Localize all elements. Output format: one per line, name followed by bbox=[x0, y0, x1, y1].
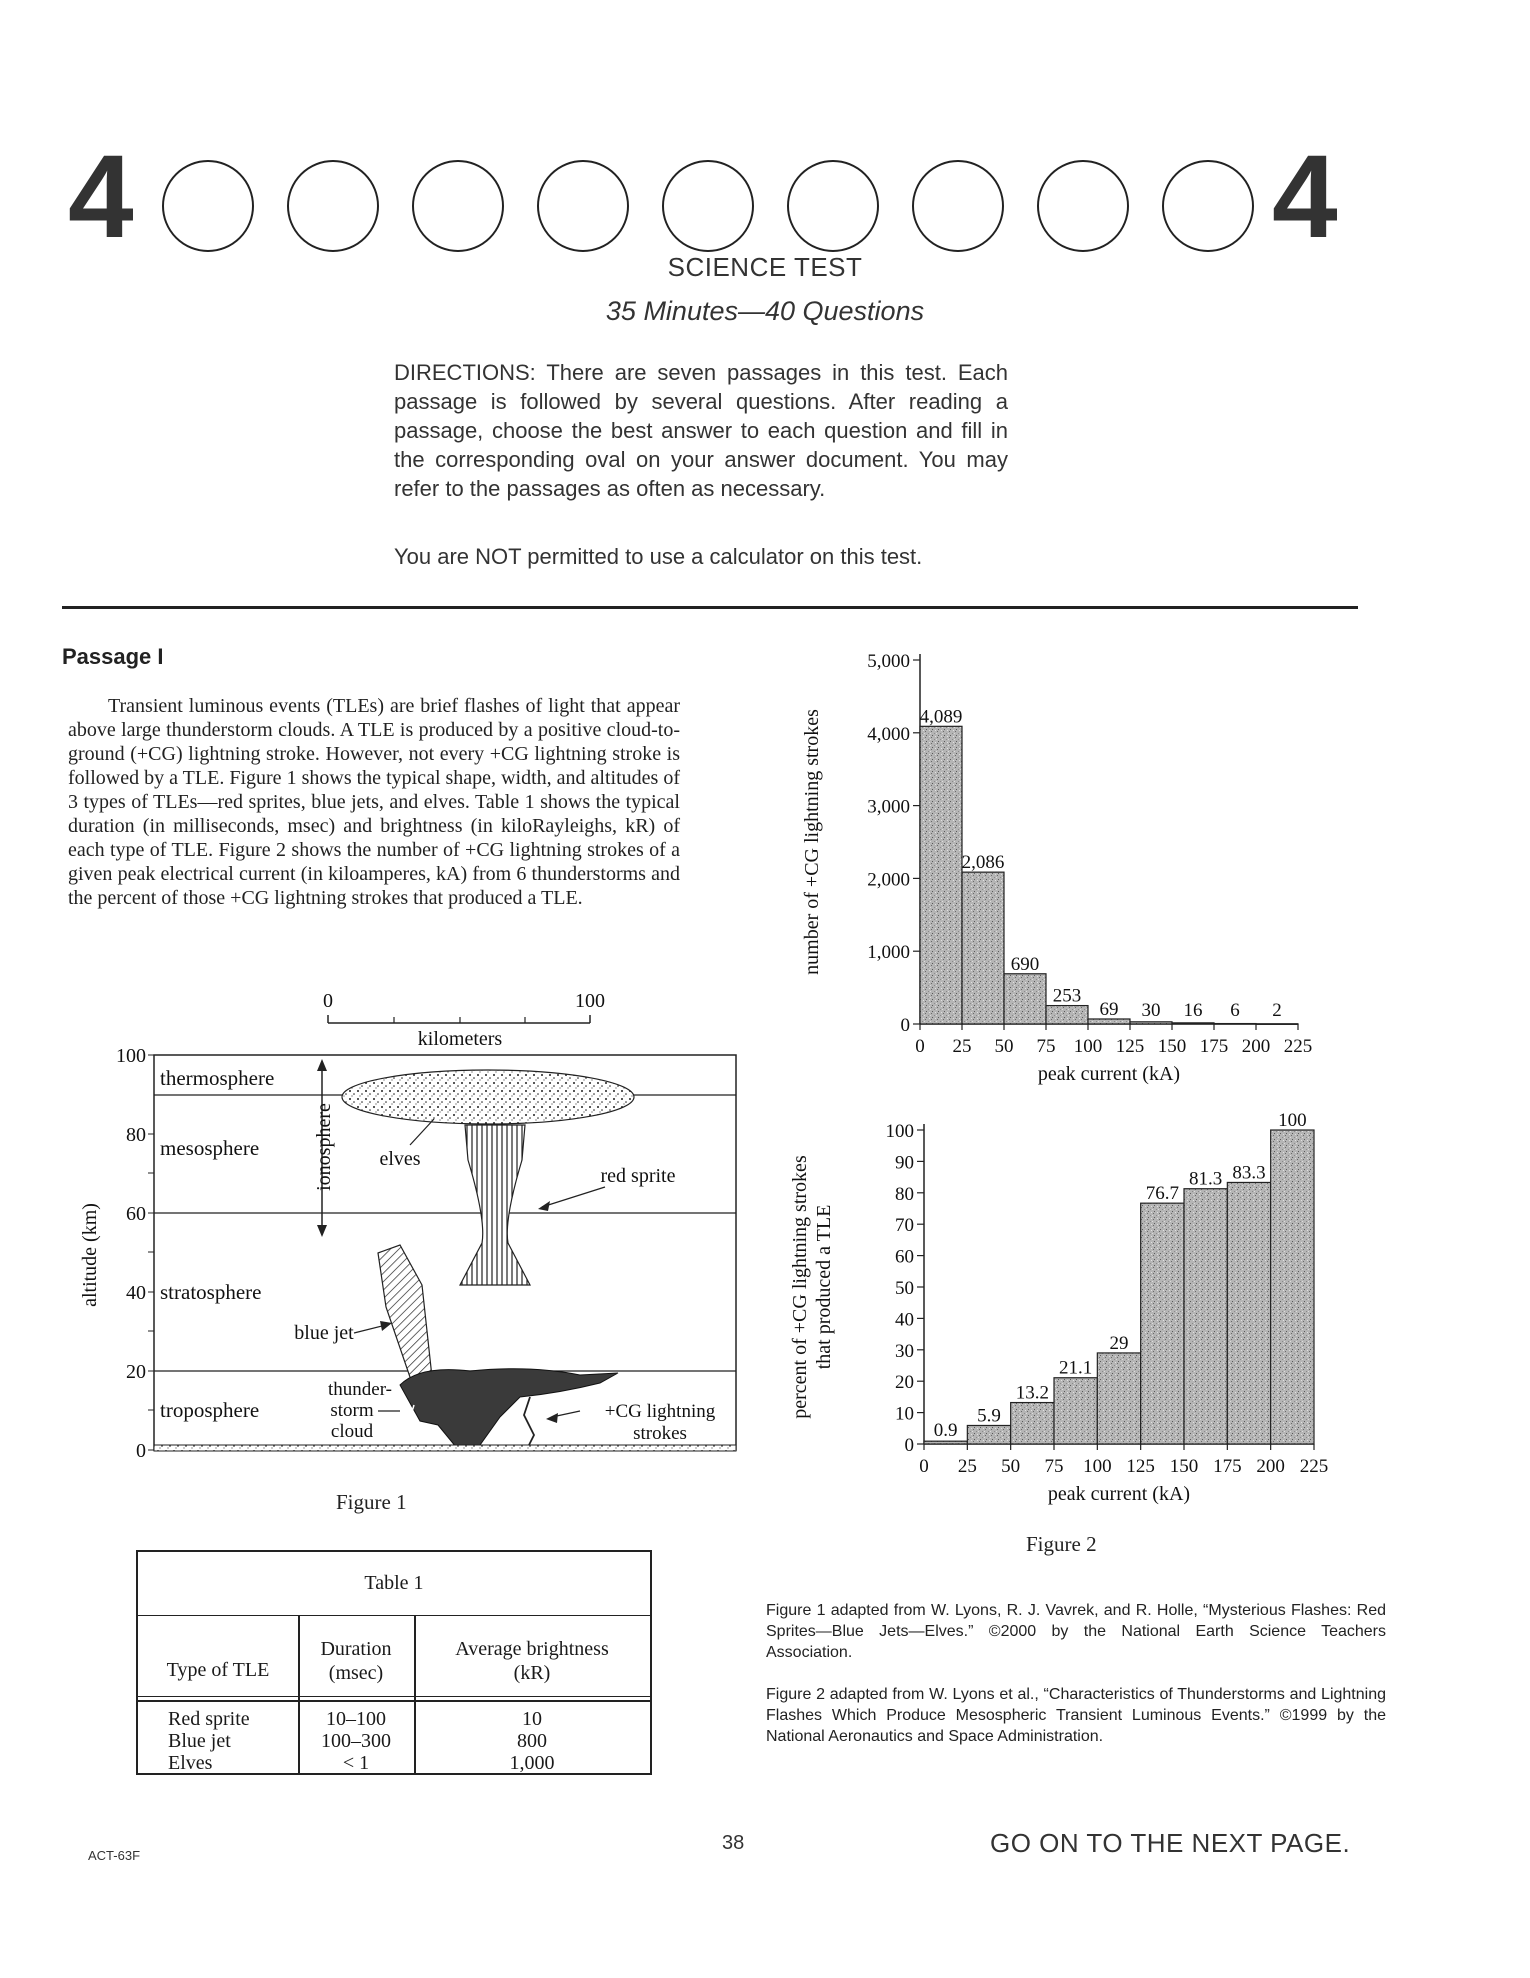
passage-title: Passage I bbox=[62, 644, 164, 669]
y-tick-label: 2,000 bbox=[867, 869, 910, 891]
y-tick-label: 100 bbox=[885, 1121, 914, 1142]
table-header-duration-line1: Duration bbox=[320, 1638, 392, 1660]
layer-mesosphere: mesosphere bbox=[160, 1136, 260, 1160]
y-tick-label: 70 bbox=[895, 1215, 914, 1237]
bar-value-label: 5.9 bbox=[977, 1405, 1001, 1427]
bar-value-label: 83.3 bbox=[1232, 1162, 1266, 1184]
directions-label: DIRECTIONS: bbox=[394, 360, 536, 385]
elves-label: elves bbox=[379, 1148, 421, 1170]
bar-value-label: 2 bbox=[1272, 1000, 1282, 1021]
x-tick-label: 150 bbox=[1169, 1456, 1199, 1477]
x-tick-label: 225 bbox=[1299, 1456, 1329, 1477]
bar-value-label: 13.2 bbox=[1015, 1382, 1049, 1404]
y-tick-80: 80 bbox=[126, 1124, 146, 1146]
answer-oval bbox=[912, 160, 1004, 252]
bar bbox=[1172, 1023, 1214, 1024]
bar bbox=[1214, 1024, 1256, 1025]
x-tick-label: 200 bbox=[1241, 1036, 1271, 1057]
y-axis-label-line2: that produced a TLE bbox=[813, 1204, 835, 1370]
figure-1-caption: Figure 1 bbox=[336, 1490, 407, 1514]
bar bbox=[1256, 1024, 1298, 1025]
x-tick-label: 25 bbox=[952, 1036, 972, 1057]
y-tick-label: 50 bbox=[895, 1278, 914, 1299]
answer-oval bbox=[412, 160, 504, 252]
bar bbox=[1141, 1203, 1184, 1444]
bar-value-label: 81.3 bbox=[1189, 1168, 1223, 1190]
y-tick-100: 100 bbox=[116, 1045, 146, 1067]
answer-oval bbox=[162, 160, 254, 252]
x-tick-label: 150 bbox=[1157, 1036, 1187, 1057]
y-tick-label: 40 bbox=[895, 1309, 914, 1331]
figure-2-credit: Figure 2 adapted from W. Lyons et al., “Characteristics of Thunderstorms and Lightning Flashes Which Produce Mesospheric Transient Luminous Events.” ©1999 by the National Aeronautics and Space Administration. bbox=[766, 1686, 1386, 1745]
table-header-duration bbox=[298, 1615, 414, 1697]
figure-2-count-chart bbox=[780, 640, 1340, 1100]
bar bbox=[920, 726, 962, 1024]
bar-value-label: 690 bbox=[1010, 953, 1040, 975]
table-header-type: Type of TLE bbox=[138, 1615, 298, 1697]
table-cell-type: Red sprite bbox=[168, 1708, 250, 1730]
bar bbox=[962, 872, 1004, 1024]
table-header-duration-line2: (msec) bbox=[328, 1662, 384, 1684]
table-cell-type: Elves bbox=[168, 1752, 213, 1774]
y-tick-label: 10 bbox=[895, 1403, 914, 1425]
x-tick-label: 25 bbox=[957, 1456, 977, 1477]
form-code: ACT-63F bbox=[88, 1848, 141, 1863]
table-cell-brightness: 1,000 bbox=[509, 1752, 555, 1774]
y-axis-label: altitude (km) bbox=[79, 1203, 101, 1307]
figure-1-diagram bbox=[60, 985, 716, 1465]
bar bbox=[1130, 1022, 1172, 1024]
table-header-brightness-line1: Average brightness bbox=[455, 1638, 609, 1660]
figure-1-credit: Figure 1 adapted from W. Lyons, R. J. Vavrek, and R. Holle, “Mysterious Flashes: Red Sprites—Blue Jets—Elves.” ©2000 by the National Earth Science Teachers Association. bbox=[766, 1602, 1386, 1661]
x-tick-label: 100 bbox=[1083, 1456, 1112, 1477]
bar bbox=[1227, 1182, 1270, 1444]
bar-value-label: 16 bbox=[1183, 1000, 1203, 1021]
ground-strip bbox=[154, 1445, 736, 1451]
answer-oval bbox=[537, 160, 629, 252]
red-sprite-label: red sprite bbox=[600, 1165, 676, 1187]
bar bbox=[924, 1441, 967, 1444]
section-divider bbox=[62, 606, 1358, 609]
x-tick-label: 0 bbox=[915, 1036, 925, 1057]
answer-oval bbox=[1037, 160, 1129, 252]
thunderstorm-cloud-shape bbox=[400, 1369, 618, 1447]
table-cell-duration: 10–100 bbox=[326, 1708, 386, 1730]
table-cell-brightness: 800 bbox=[517, 1730, 547, 1752]
y-tick-label: 80 bbox=[895, 1183, 914, 1205]
y-tick-20: 20 bbox=[126, 1361, 146, 1383]
y-tick-label: 20 bbox=[895, 1372, 914, 1394]
figure-1-y-axis bbox=[79, 1045, 154, 1462]
bar-value-label: 29 bbox=[1109, 1332, 1129, 1354]
layer-thermosphere: thermosphere bbox=[160, 1066, 275, 1090]
bar-value-label: 76.7 bbox=[1145, 1183, 1179, 1205]
answer-oval bbox=[287, 160, 379, 252]
y-tick-label: 30 bbox=[895, 1340, 914, 1362]
x-tick-label: 50 bbox=[1001, 1456, 1021, 1477]
bar-value-label: 6 bbox=[1230, 1000, 1240, 1021]
bar-value-label: 30 bbox=[1141, 1000, 1161, 1021]
bar bbox=[1271, 1130, 1314, 1444]
section-number-left: 4 bbox=[68, 131, 134, 263]
x-tick-label: 225 bbox=[1283, 1036, 1313, 1057]
bar bbox=[1184, 1189, 1227, 1444]
x-tick-label: 50 bbox=[994, 1036, 1014, 1057]
red-sprite-shape bbox=[460, 1125, 530, 1285]
scale-end-label: 100 bbox=[575, 990, 605, 1012]
answer-oval bbox=[662, 160, 754, 252]
y-tick-label: 3,000 bbox=[867, 796, 910, 818]
elves-shape bbox=[342, 1070, 634, 1124]
y-axis-label-line1: percent of +CG lightning strokes bbox=[789, 1155, 811, 1419]
table-column-brightness bbox=[414, 1708, 650, 1774]
directions-text: There are seven passages in this test. Each passage is followed by several questions. After reading a passage, choose the best answer to each question and fill in the corresponding oval on your answer document. You may refer to the passages as often as necessary. bbox=[394, 360, 1008, 501]
bar-value-label: 253 bbox=[1052, 985, 1082, 1007]
y-tick-60: 60 bbox=[126, 1203, 146, 1225]
cloud-label-1: thunder- bbox=[328, 1379, 392, 1400]
x-tick-label: 75 bbox=[1044, 1456, 1064, 1477]
layer-troposphere: troposphere bbox=[160, 1398, 260, 1422]
table-1 bbox=[136, 1550, 652, 1775]
y-tick-label: 1,000 bbox=[867, 942, 910, 964]
layer-stratosphere: stratosphere bbox=[160, 1280, 262, 1304]
ionosphere-label: ionosphere bbox=[313, 1103, 335, 1191]
scale-unit-label: kilometers bbox=[417, 1028, 503, 1050]
y-tick-label: 5,000 bbox=[867, 651, 910, 672]
bar-value-label: 100 bbox=[1278, 1110, 1307, 1131]
section-number-right: 4 bbox=[1272, 131, 1338, 263]
cloud-label-2: storm bbox=[330, 1400, 374, 1421]
x-tick-label: 175 bbox=[1199, 1036, 1229, 1057]
table-row bbox=[148, 1708, 318, 1774]
bar bbox=[967, 1425, 1010, 1444]
bar bbox=[1011, 1403, 1054, 1444]
bar bbox=[1054, 1378, 1097, 1444]
y-tick-0: 0 bbox=[136, 1440, 146, 1462]
page-number: 38 bbox=[722, 1832, 745, 1854]
x-tick-label: 0 bbox=[919, 1456, 929, 1477]
x-tick-label: 200 bbox=[1256, 1456, 1285, 1477]
bar-value-label: 21.1 bbox=[1059, 1357, 1093, 1379]
bar-value-label: 69 bbox=[1099, 998, 1119, 1020]
figure-2-caption: Figure 2 bbox=[1026, 1532, 1097, 1556]
y-tick-label: 90 bbox=[895, 1152, 914, 1174]
directions bbox=[394, 358, 1008, 503]
table-cell-duration: 100–300 bbox=[321, 1730, 391, 1752]
table-column-duration bbox=[298, 1708, 414, 1774]
table-cell-duration: < 1 bbox=[342, 1752, 370, 1774]
bar bbox=[1097, 1353, 1140, 1444]
go-on-next-page: GO ON TO THE NEXT PAGE. bbox=[990, 1828, 1351, 1858]
x-tick-label: 125 bbox=[1115, 1036, 1145, 1057]
blue-jet-label: blue jet bbox=[294, 1322, 354, 1344]
scale-start-label: 0 bbox=[323, 990, 333, 1012]
x-axis-label: peak current (kA) bbox=[1047, 1483, 1191, 1505]
calculator-note: You are NOT permitted to use a calculator on this test. bbox=[394, 544, 923, 569]
x-tick-label: 125 bbox=[1126, 1456, 1155, 1477]
x-tick-label: 75 bbox=[1036, 1036, 1056, 1057]
y-tick-40: 40 bbox=[126, 1282, 146, 1304]
bar bbox=[1004, 974, 1046, 1024]
table-1-title: Table 1 bbox=[138, 1552, 650, 1616]
cg-label-1: +CG lightning bbox=[604, 1401, 716, 1422]
y-axis-label: number of +CG lightning strokes bbox=[801, 709, 823, 975]
y-tick-label: 4,000 bbox=[867, 723, 910, 745]
x-tick-label: 175 bbox=[1213, 1456, 1242, 1477]
bar-value-label: 4,089 bbox=[919, 706, 963, 728]
x-tick-label: 100 bbox=[1073, 1036, 1103, 1057]
table-header-brightness-line2: (kR) bbox=[513, 1662, 551, 1684]
table-cell-brightness: 10 bbox=[522, 1708, 542, 1730]
x-axis-label: peak current (kA) bbox=[1037, 1063, 1181, 1085]
cg-label-2: strokes bbox=[633, 1423, 687, 1444]
bar-value-label: 0.9 bbox=[933, 1420, 958, 1441]
bar bbox=[1046, 1006, 1088, 1024]
passage-text: Transient luminous events (TLEs) are brief flashes of light that appear above large thunderstorm clouds. A TLE is produced by a positive cloud-to-ground (+CG) lightning stroke. However, not every +CG lightning stroke is followed by a TLE. Figure 1 shows the typical shape, width, and altitudes of 3 types of TLEs—red sprites, blue jets, and elves. Table 1 shows the typical duration (in milliseconds, msec) and brightness (in kiloRayleighs, kR) of each type of TLE. Figure 2 shows the number of +CG lightning strokes of a given peak electrical current (in kiloamperes, kA) from 6 thunderstorms and the percent of those +CG lightning strokes that produced a TLE. bbox=[68, 695, 680, 909]
answer-oval bbox=[1162, 160, 1254, 252]
table-header-brightness bbox=[414, 1615, 650, 1697]
test-title: SCIENCE TEST bbox=[667, 252, 863, 282]
cloud-label-3: cloud bbox=[330, 1421, 374, 1442]
test-subtitle: 35 Minutes—40 Questions bbox=[605, 296, 925, 326]
answer-oval bbox=[787, 160, 879, 252]
figure-2-percent-chart bbox=[780, 1110, 1340, 1520]
y-tick-label: 0 bbox=[900, 1015, 910, 1036]
bar-value-label: 2,086 bbox=[961, 852, 1005, 874]
y-tick-label: 0 bbox=[904, 1435, 914, 1456]
y-tick-label: 60 bbox=[895, 1246, 914, 1268]
cg-lightning-bolt bbox=[524, 1397, 534, 1447]
table-cell-type: Blue jet bbox=[168, 1730, 231, 1752]
blue-jet-shape bbox=[378, 1245, 432, 1383]
